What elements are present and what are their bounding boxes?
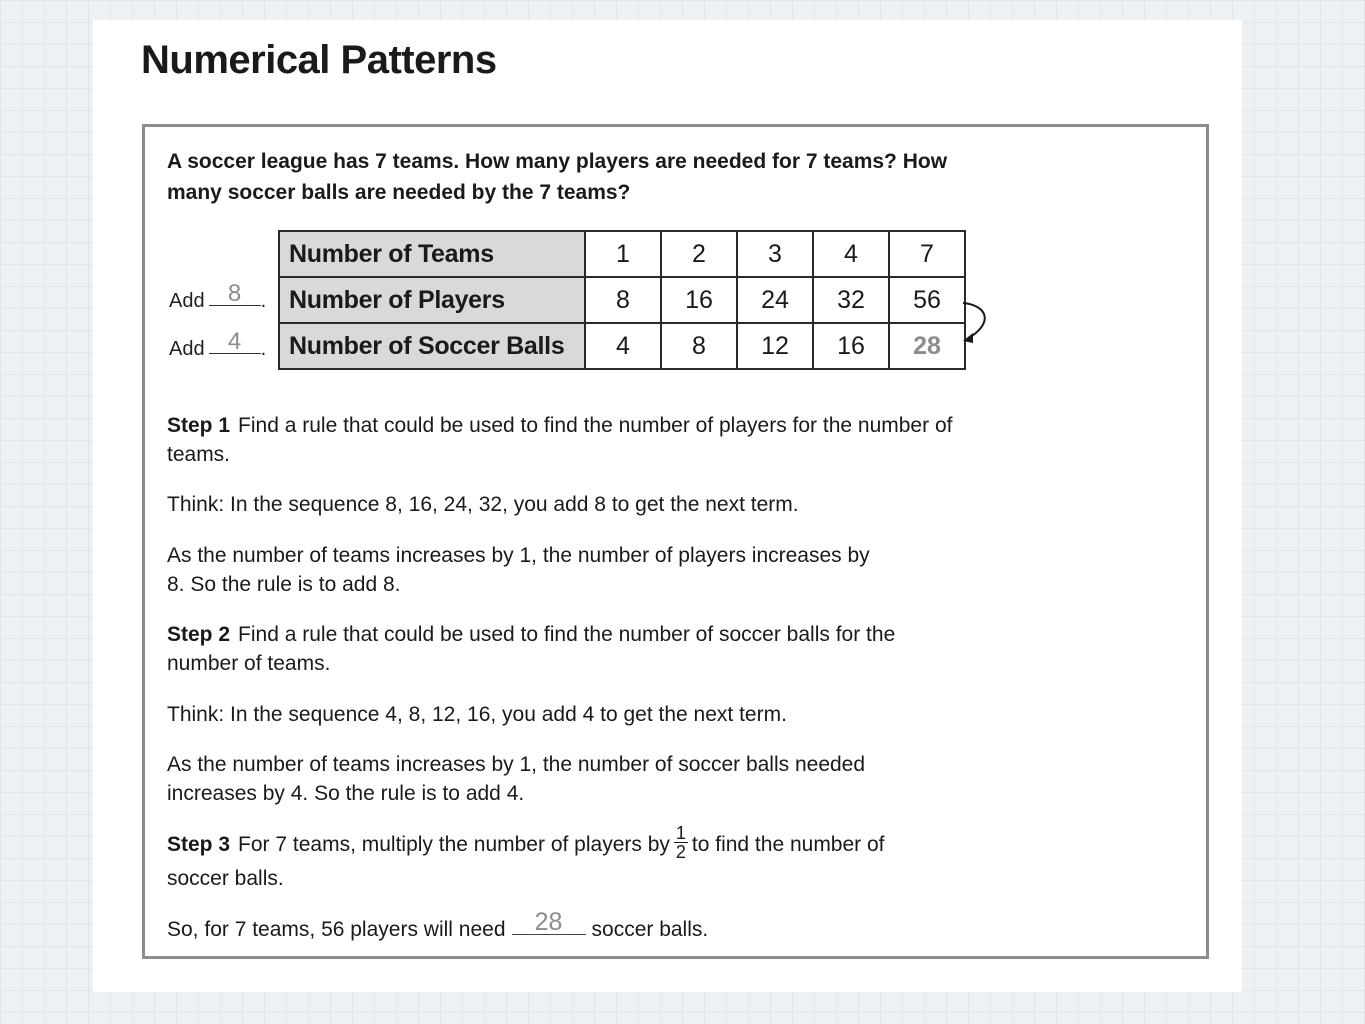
step-2	[167, 620, 927, 678]
table-cell: 3	[737, 231, 813, 277]
fraction-denominator: 2	[675, 842, 686, 862]
explain-2: As the number of teams increases by 1, the number of soccer balls needed increases by 4. So the rule is to add 4.	[167, 753, 866, 805]
step-1-text: Find a rule that could be used to find the number of players for the number of teams.	[167, 414, 953, 466]
think-1: Think: In the sequence 8, 16, 24, 32, you add 8 to get the next term.	[167, 493, 799, 516]
add-players-label: Add 8 .	[169, 280, 267, 312]
table-row-players	[279, 277, 965, 323]
table-cell: 2	[661, 231, 737, 277]
worksheet-page	[93, 20, 1242, 992]
table-cell: 4	[585, 323, 661, 369]
table-cell: 56	[889, 277, 965, 323]
table-cell: 8	[585, 277, 661, 323]
table-row-teams	[279, 231, 965, 277]
step-3-text-b: to find the number of soccer balls.	[167, 833, 885, 890]
table-cell: 12	[737, 323, 813, 369]
step-2-text: Find a rule that could be used to find the number of soccer balls for the number of teams.	[167, 623, 896, 675]
table-cell: 7	[889, 231, 965, 277]
conclusion-answer: 28	[512, 910, 586, 935]
step-1-label: Step 1	[167, 414, 231, 437]
row-header: Number of Players	[279, 277, 585, 323]
think-2: Think: In the sequence 4, 8, 12, 16, you add 4 to get the next term.	[167, 703, 787, 726]
table-cell: 32	[813, 277, 889, 323]
page-title: Numerical Patterns	[141, 38, 497, 82]
table-cell: 4	[813, 231, 889, 277]
curved-arrow-icon	[961, 299, 997, 349]
conclusion-text-b: soccer balls.	[591, 918, 709, 941]
fraction-numerator: 1	[675, 823, 686, 843]
table-cell: 1	[585, 231, 661, 277]
conclusion-text-a: So, for 7 teams, 56 players will need	[167, 918, 506, 941]
table-cell: 16	[813, 323, 889, 369]
question-text: A soccer league has 7 teams. How many players are needed for 7 teams? How many soccer balls are needed by the 7 teams?	[167, 150, 948, 204]
step-1	[167, 411, 957, 469]
step-3-label: Step 3	[167, 833, 231, 857]
answer-cell: 28	[889, 323, 965, 369]
explain-1: As the number of teams increases by 1, the number of players increases by 8. So the rule is to add 8.	[167, 544, 870, 596]
step-3	[167, 823, 947, 893]
row-header: Number of Teams	[279, 231, 585, 277]
row-header: Number of Soccer Balls	[279, 323, 585, 369]
add-word: Add	[169, 290, 205, 312]
problem-box	[142, 124, 1209, 959]
add-word: Add	[169, 338, 205, 360]
conclusion	[167, 908, 967, 944]
table-cell: 24	[737, 277, 813, 323]
table-cell: 16	[661, 277, 737, 323]
fraction-one-half	[674, 824, 688, 861]
table-row-soccer-balls	[279, 323, 965, 369]
pattern-table	[278, 230, 966, 370]
add-balls-value: 4	[209, 331, 261, 354]
table-cell: 8	[661, 323, 737, 369]
add-players-value: 8	[209, 283, 261, 306]
add-balls-label: Add 4 .	[169, 328, 267, 360]
step-3-text-a: For 7 teams, multiply the number of players by	[238, 833, 670, 857]
step-2-label: Step 2	[167, 623, 231, 646]
